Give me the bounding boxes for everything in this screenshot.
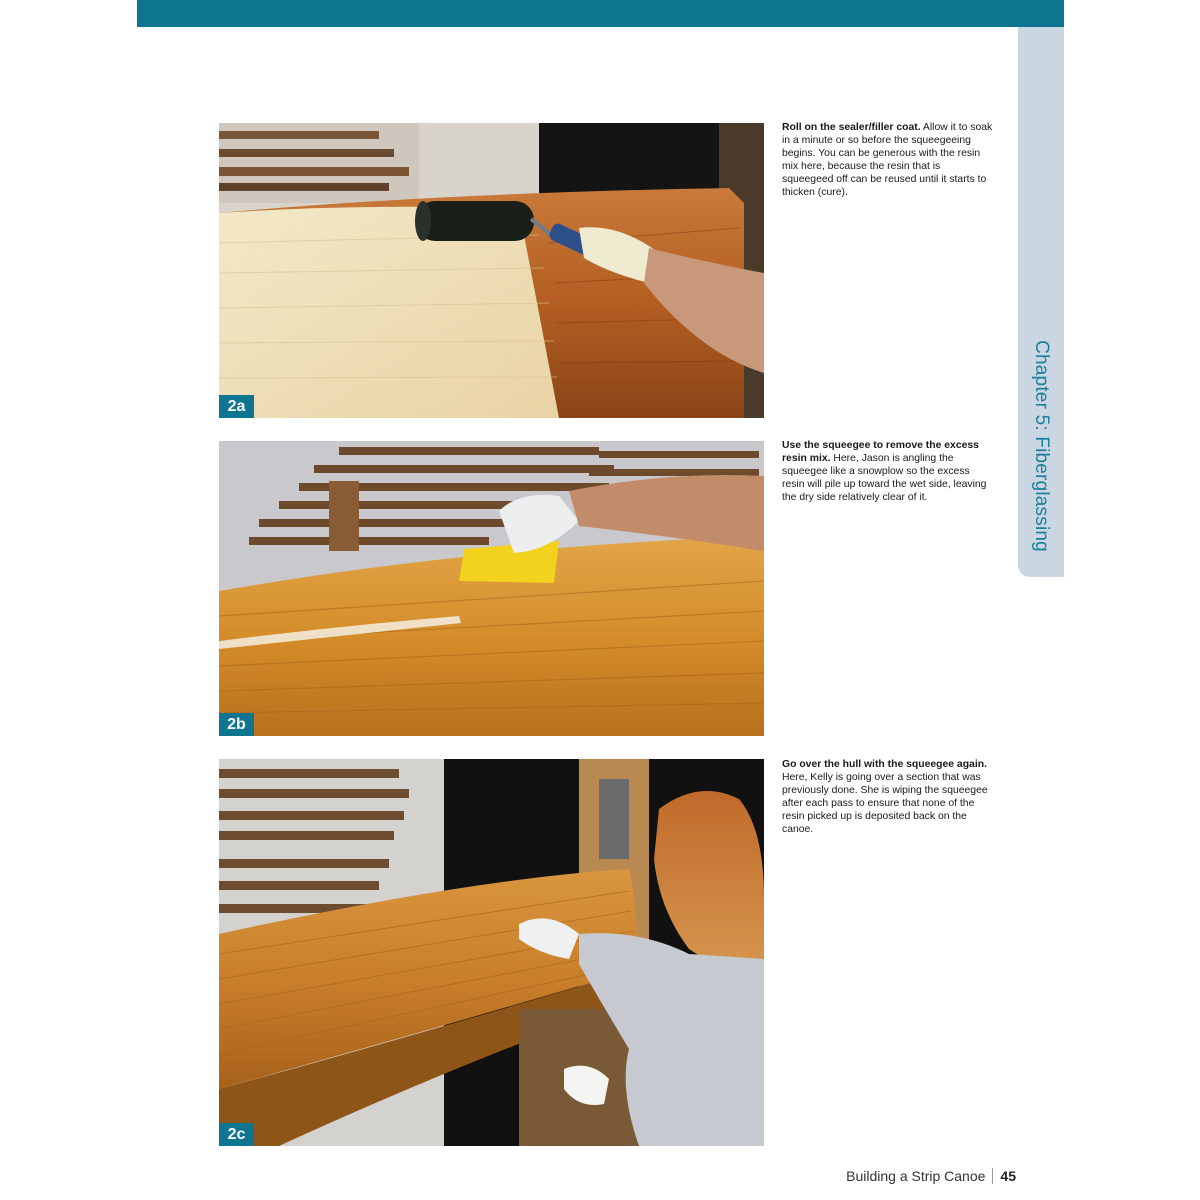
photo-tag-2c: 2c bbox=[219, 1123, 254, 1146]
header-bar bbox=[137, 0, 1064, 27]
caption-2a-lead: Roll on the sealer/filler coat. bbox=[782, 122, 921, 133]
caption-2a bbox=[782, 122, 994, 199]
caption-2a-body: Allow it to soak in a minute or so before the squeegeeing begins. You can be generous with the resin mix here, because the resin that is squeegeed off can be reused until it starts to thicken (cure). bbox=[782, 122, 993, 198]
photo-2c bbox=[219, 759, 764, 1146]
photo-2b-image bbox=[219, 441, 764, 736]
caption-2c-lead: Go over the hull with the squeegee again. bbox=[782, 759, 987, 770]
photo-2a-image bbox=[219, 123, 764, 418]
caption-2c bbox=[782, 759, 994, 836]
photo-2a bbox=[219, 123, 764, 418]
photo-tag-2a: 2a bbox=[219, 395, 254, 418]
footer-book-title: Building a Strip Canoe bbox=[846, 1168, 986, 1184]
page-footer bbox=[846, 1168, 1016, 1184]
page-number: 45 bbox=[1000, 1168, 1016, 1184]
chapter-label: Chapter 5: Fiberglassing bbox=[1031, 340, 1052, 552]
photo-2b bbox=[219, 441, 764, 736]
caption-2b-lead: Use the squeegee to remove the excess resin mix. bbox=[782, 440, 979, 464]
footer-divider bbox=[992, 1168, 993, 1184]
caption-2c-body: Here, Kelly is going over a section that was previously done. She is wiping the squeegee after each pass to ensure that none of the resin picked up is deposited back on the canoe. bbox=[782, 771, 988, 835]
photo-tag-2b: 2b bbox=[219, 713, 254, 736]
caption-2b-body: Here, Jason is angling the squeegee like a snowplow so the excess resin will pile up toward the wet side, leaving the dry side relatively clear of it. bbox=[782, 452, 987, 503]
photo-2c-image bbox=[219, 759, 764, 1146]
caption-2b bbox=[782, 440, 994, 505]
